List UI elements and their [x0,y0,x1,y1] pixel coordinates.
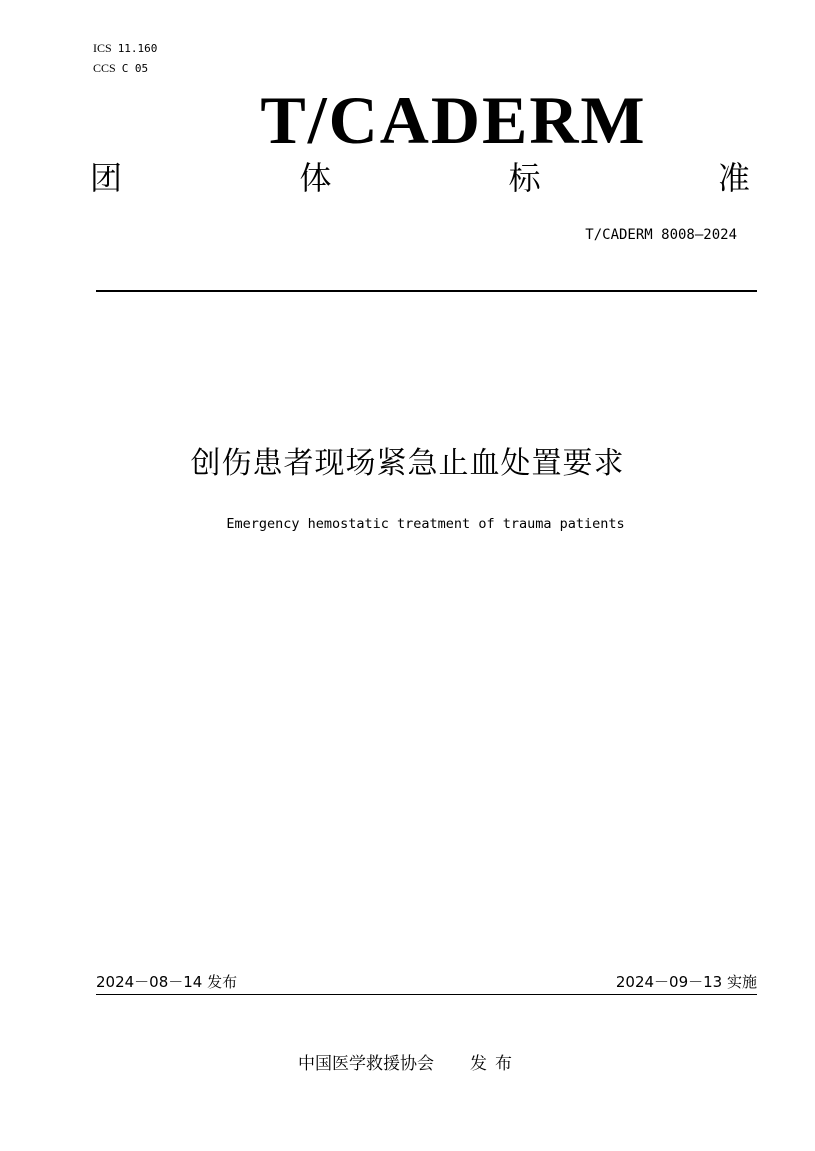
standard-type-char: 体 [299,159,332,197]
issue-date: 2024－08－14 发布 [96,973,238,991]
standard-type-label [90,158,750,198]
ics-value: 11.160 [117,42,158,55]
ics-label: ICS [93,41,112,55]
title-chinese: 创伤患者现场紧急止血处置要求 [190,446,625,481]
publisher-name: 中国医学救援协会 [298,1054,434,1074]
ics-code [93,41,157,56]
publisher-line [298,1052,520,1076]
organization-logo-text: T/CADERM [260,82,647,158]
document-code: T/CADERM 8008—2024 [585,227,737,243]
standard-type-char: 准 [717,159,750,197]
title-english: Emergency hemostatic treatment of trauma patients [226,516,625,532]
bottom-divider [96,994,757,995]
publisher-action: 发布 [470,1054,520,1074]
ccs-label: CCS [93,61,116,75]
ccs-value: C 05 [121,62,149,75]
standard-type-char: 团 [90,159,123,197]
implementation-date: 2024－09－13 实施 [615,973,757,991]
standard-type-char: 标 [508,159,541,197]
top-divider [96,290,757,292]
ccs-code [93,61,148,76]
